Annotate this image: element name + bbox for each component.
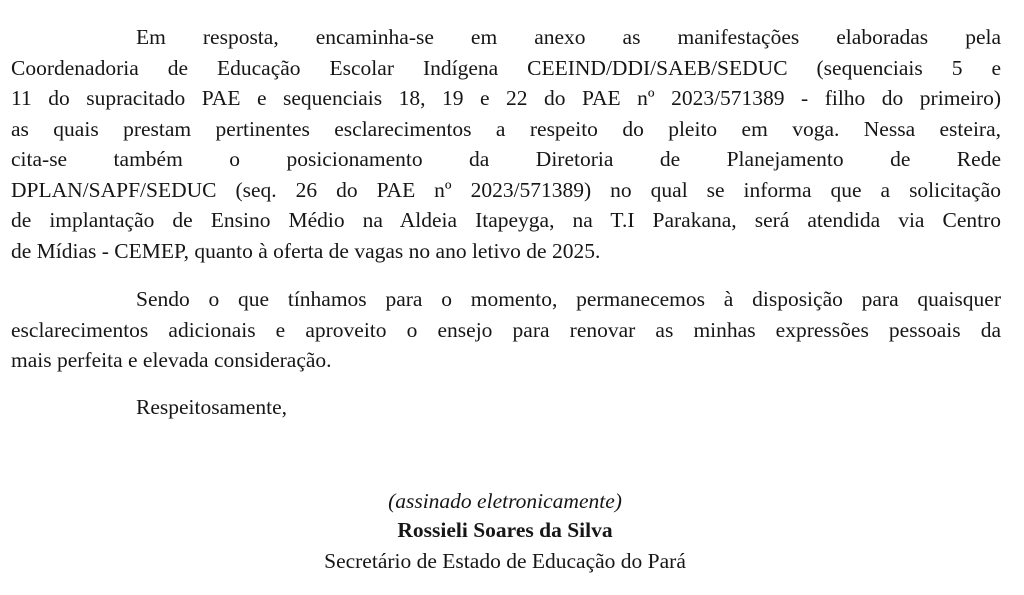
paragraph-line: esclarecimentos adicionais e aproveito o ensejo para renovar as minhas expressões pessoais da — [11, 317, 1001, 342]
paragraph-response — [11, 22, 1001, 266]
paragraph-line: de implantação de Ensino Médio na Aldeia Itapeyga, na T.I Parakana, será atendida via Centro — [11, 208, 1001, 232]
closing-salutation: Respeitosamente, — [136, 395, 288, 419]
paragraph-line: mais perfeita e elevada consideração. — [11, 348, 332, 372]
signatory-title: Secretário de Estado de Educação do Pará — [324, 549, 686, 573]
signatory-name: Rossieli Soares da Silva — [397, 518, 613, 542]
paragraph-line: Sendo o que tínhamos para o momento, permanecemos à disposição para quaisquer — [136, 287, 1001, 311]
paragraph-line: Em resposta, encaminha-se em anexo as manifestações elaboradas pela — [136, 25, 1001, 49]
paragraph-line: Coordenadoria de Educação Escolar Indígena CEEIND/DDI/SAEB/SEDUC (sequenciais 5 e — [11, 55, 1001, 80]
paragraph-line: 11 do supracitado PAE e sequenciais 18, 19 e 22 do PAE nº 2023/571389 - filho do primeiro) — [11, 86, 1001, 110]
paragraph-line: cita-se também o posicionamento da Diretoria de Planejamento de Rede — [11, 147, 1001, 171]
signature-note: (assinado eletronicamente) — [388, 489, 622, 513]
paragraph-line: de Mídias - CEMEP, quanto à oferta de vagas no ano letivo de 2025. — [11, 238, 601, 263]
paragraph-closing-remarks — [11, 284, 1001, 376]
paragraph-line: DPLAN/SAPF/SEDUC (seq. 26 do PAE nº 2023/571389) no qual se informa que a solicitação — [11, 177, 1001, 202]
paragraph-line: as quais prestam pertinentes esclarecimentos a respeito do pleito em voga. Nessa esteira, — [11, 116, 1001, 141]
